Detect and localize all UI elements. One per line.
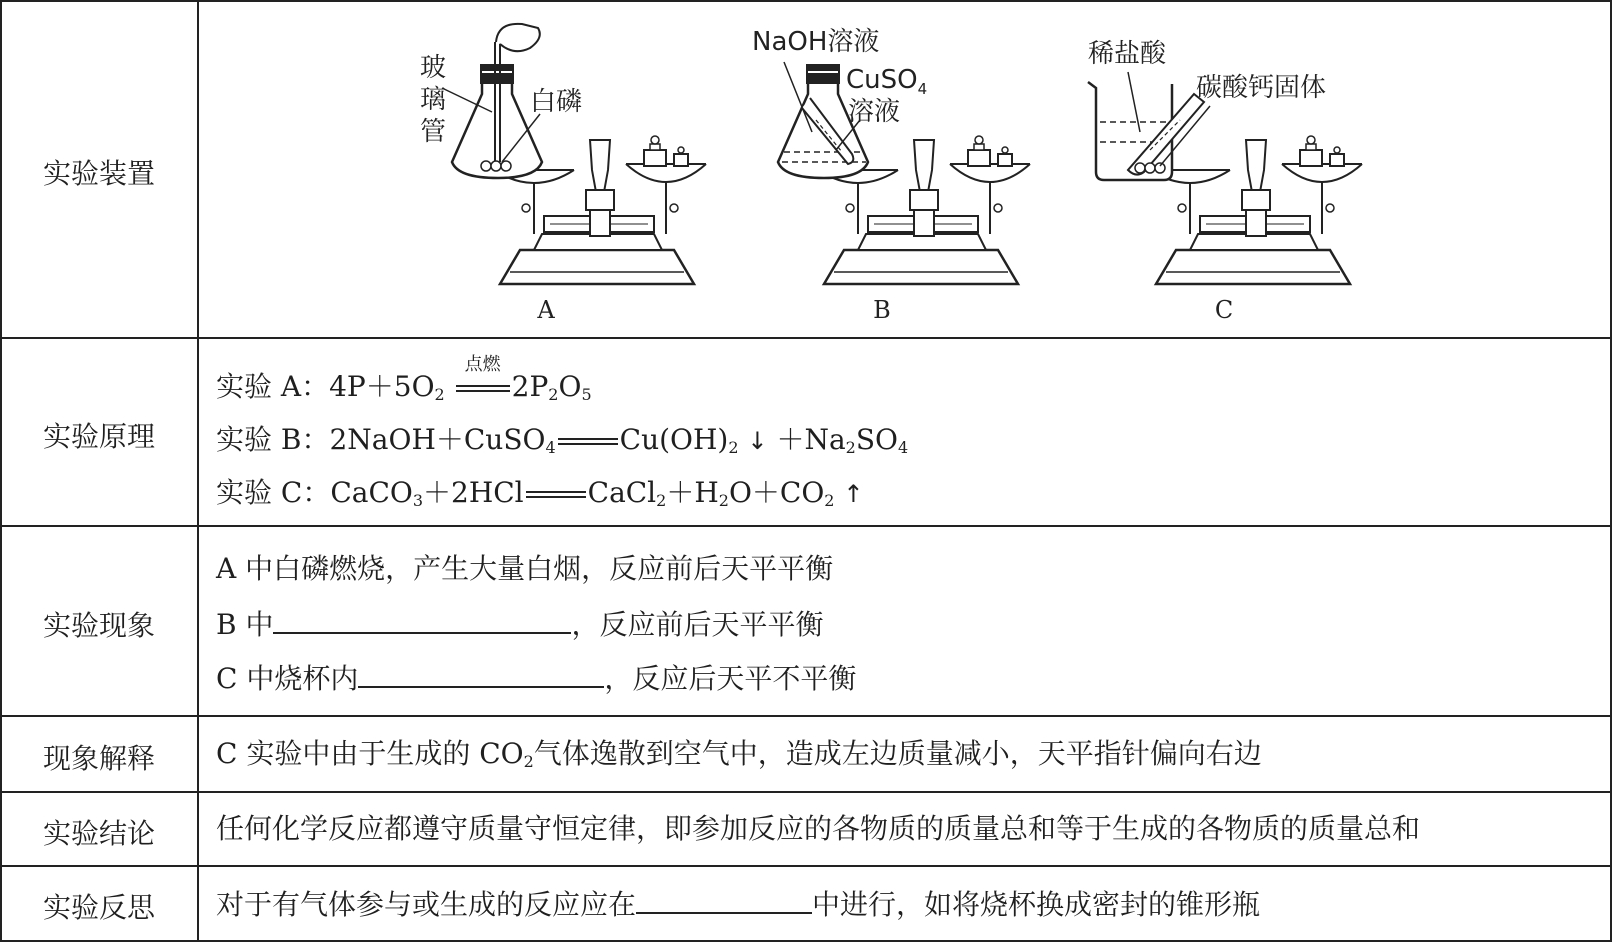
label-cuso4-solution: 溶液 (848, 97, 901, 127)
label-dilute-hcl: 稀盐酸 (1088, 39, 1167, 69)
apparatus-a (442, 24, 706, 284)
principle-b: 实验 B：2NaOH＋CuSO$_4$ $Cu(OH)_2$ ↓ $+Na_2SO_4$ (216, 423, 909, 457)
row-label-conclusion: 实验结论 (42, 817, 155, 850)
answer-blank-c[interactable] (358, 660, 604, 688)
phenomena-line-2: B 中 ，反应前后天平平衡 (216, 608, 824, 641)
caption-c: C (1214, 296, 1234, 324)
apparatus-c (1088, 72, 1362, 284)
apparatus-figure (200, 2, 1610, 336)
answer-blank-reflection[interactable] (636, 886, 812, 914)
label-cuso4: CuSO$_4$ (846, 65, 928, 98)
row-label-principle: 实验原理 (42, 420, 155, 453)
label-glass-tube-3: 管 (420, 117, 447, 147)
phenomena-line-3: C 中烧杯内 ，反应后天平不平衡 (216, 662, 857, 695)
label-calcium-carbonate: 碳酸钙固体 (1196, 73, 1327, 103)
explanation-text: C 实验中由于生成的 $CO_2$气体逸散到空气中，造成左边质量减小，天平指针偏向右边 (216, 737, 1262, 771)
apparatus-b (778, 62, 1030, 284)
label-naoh-solution: NaOH溶液 (752, 27, 880, 57)
answer-blank-b[interactable] (273, 606, 571, 634)
label-glass-tube-1: 玻 (420, 53, 447, 83)
reflection-text: 对于有气体参与或生成的反应应在 中进行，如将烧杯换成密封的锥形瓶 (216, 888, 1261, 921)
reaction-condition: 点燃 (464, 354, 501, 375)
label-white-phosphorus: 白磷 (530, 87, 583, 117)
principle-a: 实验 A：$4P+5O_2$ 点燃 $2P_2O_5$ (216, 370, 592, 404)
row-label-phenomena: 实验现象 (42, 609, 155, 642)
principle-c: 实验 C：CaCO$_3$＋2HCl $CaCl_2+H_2O+CO_2$ ↑ (216, 476, 864, 510)
label-glass-tube-2: 璃 (420, 85, 447, 115)
phenomena-line-1: A 中白磷燃烧，产生大量白烟，反应前后天平平衡 (216, 552, 834, 585)
row-label-explanation: 现象解释 (42, 742, 155, 775)
caption-b: B (873, 296, 891, 324)
row-label-reflection: 实验反思 (42, 891, 155, 924)
caption-a: A (537, 296, 555, 324)
row-label-apparatus: 实验装置 (42, 157, 155, 190)
conclusion-text: 任何化学反应都遵守质量守恒定律，即参加反应的各物质的质量总和等于生成的各物质的质量总和 (216, 812, 1421, 845)
